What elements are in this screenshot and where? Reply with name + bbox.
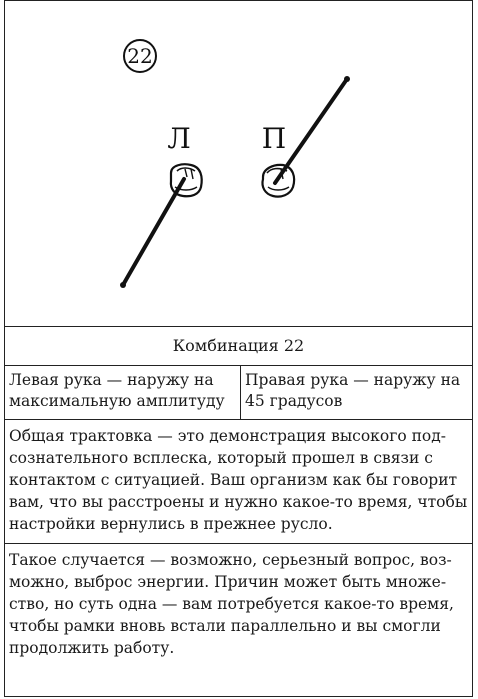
hands-diagram <box>5 1 472 327</box>
left-rod <box>123 179 184 285</box>
right-rod-tip <box>344 76 350 82</box>
general-interpretation: Общая трактовка — это демонстрация высокого под-сознательного всплеска, который прошел в связи с контактом с ситуацией. Ваш организм как бы говорит вам, что вы расстроены и нужно какое-то время, чтобы настройки вернулись в прежнее русло. <box>5 420 472 544</box>
combination-caption: Комбинация 22 <box>5 326 472 366</box>
left-rod-tip <box>120 282 126 288</box>
right-hand-label: П <box>261 122 287 155</box>
left-hand-label: Л <box>167 122 191 155</box>
right-hand-description: Правая рука — наружу на 45 градусов <box>245 371 461 410</box>
hands-diagram-svg <box>5 1 472 326</box>
combination-number: 22 <box>127 44 153 68</box>
detailed-interpretation: Такое случается — возможно, серьезный вопрос, воз-можно, выброс энергии. Причин может быть множе-ство, но суть одна — вам потребуется какое-то время, чтобы рамки вновь встали параллельно и вы смогли продолжить работу. <box>9 551 454 657</box>
combination-card <box>4 0 473 697</box>
hands-description-row <box>5 366 472 420</box>
left-hand-description: Левая рука — наружу на максимальную амплитуду <box>5 366 241 420</box>
